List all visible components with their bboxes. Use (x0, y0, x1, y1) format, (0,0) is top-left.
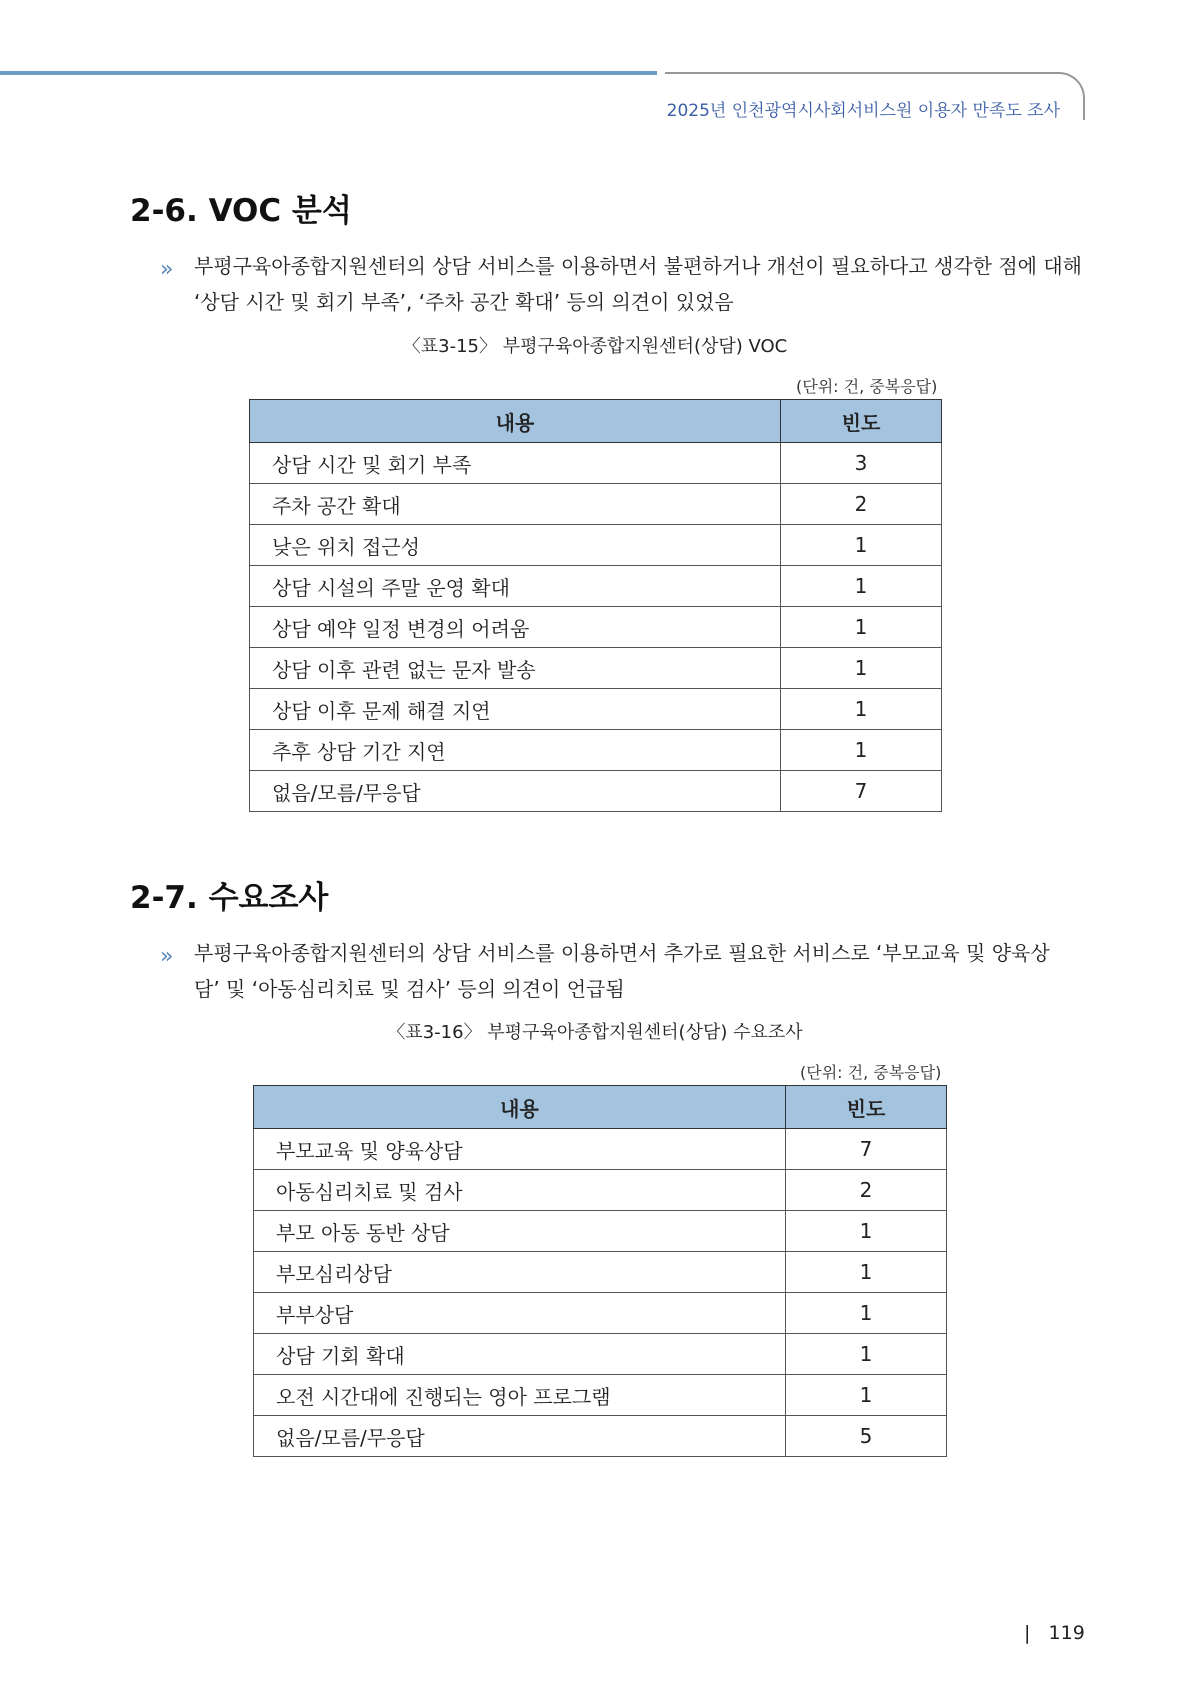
paragraph-text: 부평구육아종합지원센터의 상담 서비스를 이용하면서 불편하거나 개선이 필요하다고 생각한 점에 대해 ‘상담 시간 및 회기 부족’, ‘주차 공간 확대’ 등의 의견이 있었음 (194, 254, 1082, 314)
cell-frequency: 3 (781, 443, 942, 484)
table-row (250, 648, 942, 689)
running-header: 2025년 인천광역시사회서비스원 이용자 만족도 조사 (666, 101, 1060, 121)
cell-content: 부모심리상담 (254, 1252, 786, 1293)
demand-table (253, 1085, 947, 1457)
col-header-content: 내용 (250, 400, 781, 443)
table-row (250, 689, 942, 730)
table-row (254, 1129, 947, 1170)
table-row (250, 566, 942, 607)
table-row (254, 1334, 947, 1375)
table-row (254, 1293, 947, 1334)
section-heading: 2-7. 수요조사 (130, 880, 329, 916)
cell-frequency: 1 (786, 1293, 947, 1334)
col-header-content: 내용 (254, 1086, 786, 1129)
cell-frequency: 5 (786, 1416, 947, 1457)
section-paragraph (160, 935, 1090, 1007)
cell-content: 상담 시간 및 회기 부족 (250, 443, 781, 484)
cell-content: 아동심리치료 및 검사 (254, 1170, 786, 1211)
table-row (254, 1416, 947, 1457)
table-caption: 〈표3-15〉 부평구육아종합지원센터(상담) VOC (402, 336, 788, 357)
cell-frequency: 7 (781, 771, 942, 812)
cell-content: 상담 이후 문제 해결 지연 (250, 689, 781, 730)
voc-table (249, 399, 942, 812)
page-number: | 119 (1024, 1622, 1085, 1644)
table-row (250, 525, 942, 566)
cell-frequency: 1 (781, 566, 942, 607)
cell-content: 낮은 위치 접근성 (250, 525, 781, 566)
cell-content: 부모 아동 동반 상담 (254, 1211, 786, 1252)
cell-frequency: 2 (786, 1170, 947, 1211)
table-row (250, 484, 942, 525)
cell-content: 상담 시설의 주말 운영 확대 (250, 566, 781, 607)
cell-frequency: 1 (786, 1252, 947, 1293)
cell-frequency: 1 (786, 1211, 947, 1252)
cell-frequency: 1 (781, 648, 942, 689)
cell-content: 부모교육 및 양육상담 (254, 1129, 786, 1170)
col-header-frequency: 빈도 (786, 1086, 947, 1129)
cell-frequency: 1 (781, 525, 942, 566)
header-rule (0, 71, 657, 75)
cell-frequency: 1 (786, 1334, 947, 1375)
table-row (250, 607, 942, 648)
table-row (250, 730, 942, 771)
cell-content: 없음/모름/무응답 (250, 771, 781, 812)
cell-frequency: 1 (786, 1375, 947, 1416)
table-row (254, 1252, 947, 1293)
cell-content: 상담 예약 일정 변경의 어려움 (250, 607, 781, 648)
cell-content: 추후 상담 기간 지연 (250, 730, 781, 771)
paragraph-text: 부평구육아종합지원센터의 상담 서비스를 이용하면서 추가로 필요한 서비스로 ‘부모교육 및 양육상담’ 및 ‘아동심리치료 및 검사’ 등의 의견이 언급됨 (194, 941, 1050, 1001)
table-row (254, 1375, 947, 1416)
table-unit: (단위: 건, 중복응답) (796, 377, 938, 396)
cell-content: 주차 공간 확대 (250, 484, 781, 525)
cell-frequency: 1 (781, 607, 942, 648)
double-chevron-icon: » (160, 944, 174, 969)
double-chevron-icon: » (160, 257, 174, 282)
table-unit: (단위: 건, 중복응답) (800, 1063, 942, 1082)
section-paragraph (160, 248, 1090, 320)
page-number-text: 119 (1048, 1622, 1085, 1644)
cell-frequency: 1 (781, 730, 942, 771)
table-row (254, 1170, 947, 1211)
cell-content: 오전 시간대에 진행되는 영아 프로그램 (254, 1375, 786, 1416)
col-header-frequency: 빈도 (781, 400, 942, 443)
table-caption: 〈표3-16〉 부평구육아종합지원센터(상담) 수요조사 (387, 1022, 803, 1043)
section-heading: 2-6. VOC 분석 (130, 193, 352, 229)
table-row (250, 443, 942, 484)
cell-content: 상담 기회 확대 (254, 1334, 786, 1375)
cell-frequency: 2 (781, 484, 942, 525)
table-row (250, 771, 942, 812)
table-row (254, 1211, 947, 1252)
cell-frequency: 1 (781, 689, 942, 730)
cell-content: 없음/모름/무응답 (254, 1416, 786, 1457)
cell-content: 상담 이후 관련 없는 문자 발송 (250, 648, 781, 689)
cell-content: 부부상담 (254, 1293, 786, 1334)
cell-frequency: 7 (786, 1129, 947, 1170)
